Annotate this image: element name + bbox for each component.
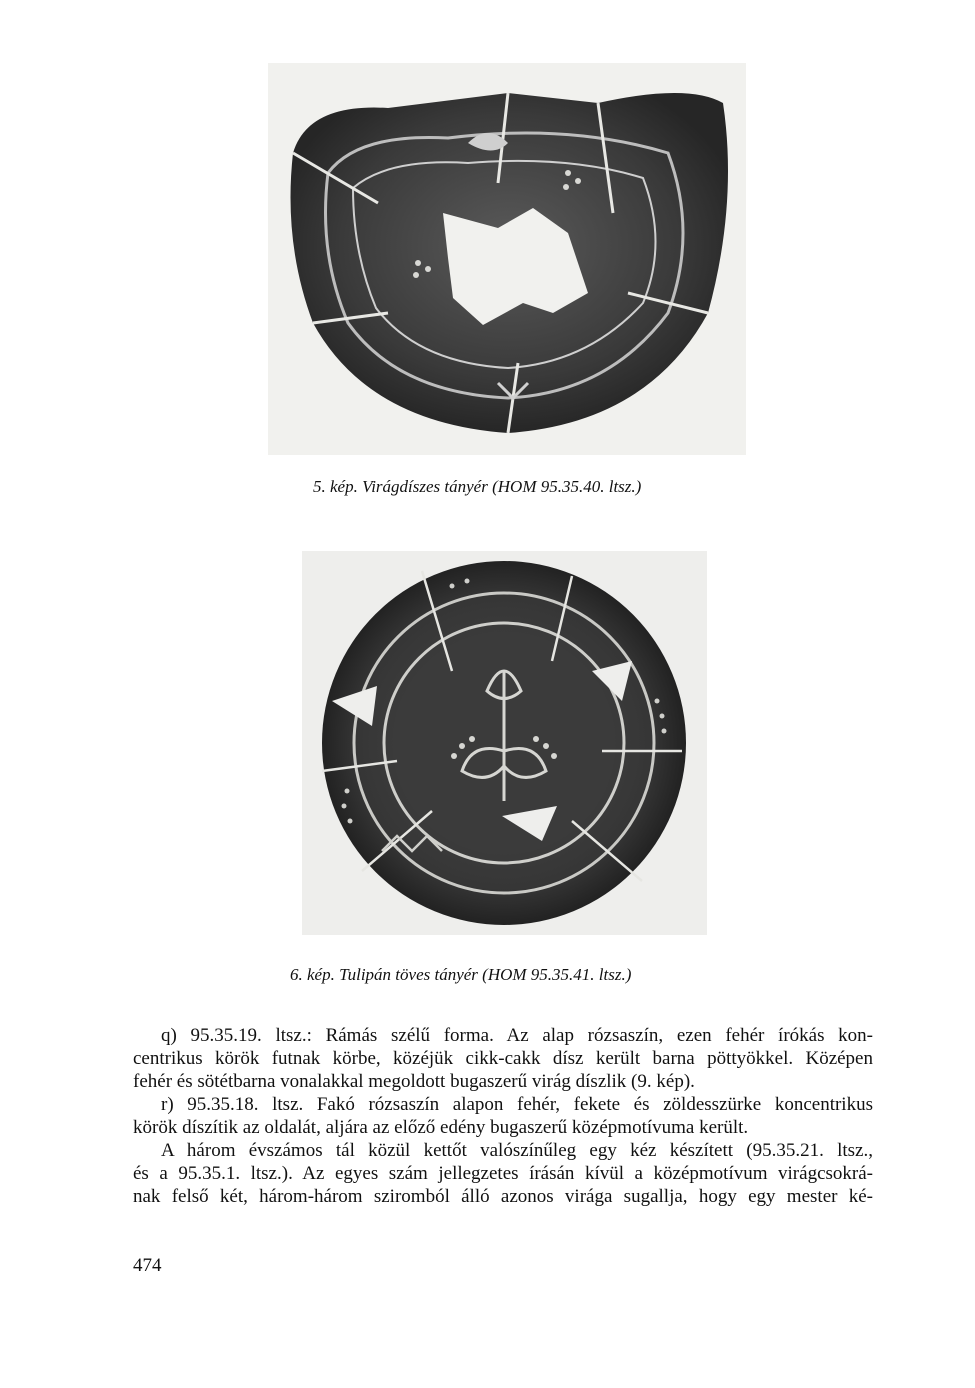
text-line: q) 95.35.19. ltsz.: Rámás szélű forma. Az alap rózsaszín, ezen fehér írókás kon- — [161, 1025, 873, 1046]
text-line: és a 95.35.1. ltsz.). Az egyes szám jellegzetes írásán kívül a középmotívum virágcsokrá- — [133, 1163, 873, 1184]
figure-5-photo — [268, 63, 746, 455]
text-line: fehér és sötétbarna vonalakkal megoldott bugaszerű virág díszlik (9. kép). — [133, 1071, 695, 1092]
text-line: r) 95.35.18. ltsz. Fakó rózsaszín alapon fehér, fekete és zöldesszürke koncentrikus — [161, 1094, 873, 1115]
figure-5-caption: 5. kép. Virágdíszes tányér (HOM 95.35.40. ltsz.) — [313, 477, 642, 496]
plate-image — [302, 551, 707, 935]
text-line: körök díszítik az oldalát, aljára az előző edény bugaszerű középmotívuma került. — [133, 1117, 749, 1138]
text-line: nak felső két, három-három sziromból álló azonos virága sugallja, hogy egy mester ké- — [133, 1186, 873, 1207]
text-line: A három évszámos tál közül kettőt valószínűleg egy kéz készített (95.35.21. ltsz., — [161, 1140, 873, 1161]
bowl-fragment-image — [268, 63, 746, 455]
page-number: 474 — [133, 1255, 162, 1276]
body-text — [133, 1024, 873, 1208]
figure-6-photo — [302, 551, 707, 935]
text-line: centrikus körök futnak körbe, közéjük cikk-cakk dísz került barna pöttyökkel. Középen — [133, 1048, 873, 1069]
figure-6-caption: 6. kép. Tulipán töves tányér (HOM 95.35.41. ltsz.) — [290, 965, 632, 984]
